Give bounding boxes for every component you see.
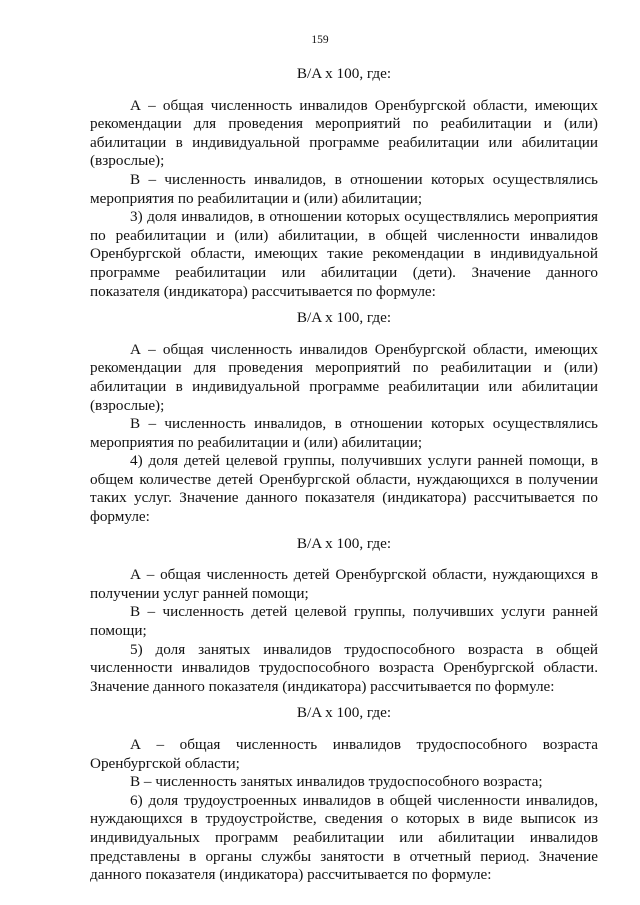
definition-a: А – общая численность инвалидов Оренбургской области, имеющих рекомендации для проведения мероприятий по реабилитации и (или) абилитации в индивидуальной программе реабилитации или абилитации (взрослые); (90, 96, 598, 170)
formula-section (90, 309, 598, 527)
formula-line: B/A x 100, где: (296, 65, 392, 82)
indicator-item-6: 6) доля трудоустроенных инвалидов в общей численности инвалидов, нуждающихся в трудоустройстве, сведения о которых в виде выписок из индивидуальных программ реабилитации или абилитации инвалидов представлены в органы службы занятости в отчетный период. Значение данного показателя (индикатора) рассчитывается по формуле: (90, 791, 598, 884)
formula-line: B/A x 100, где: (296, 704, 392, 722)
formula-section (90, 535, 598, 697)
definition-b: В – численность инвалидов, в отношении которых осуществлялись мероприятия по реабилитации и (или) абилитации; (90, 170, 598, 207)
indicator-item-4: 4) доля детей целевой группы, получивших услуги ранней помощи, в общем количестве детей Оренбургской области, нуждающихся в получении таких услуг. Значение данного показателя (индикатора) рассчитывается по формуле: (90, 452, 598, 526)
definition-b: В – численность занятых инвалидов трудоспособного возраста; (130, 773, 543, 791)
definition-a: А – общая численность детей Оренбургской области, нуждающихся в получении услуг ранней помощи; (90, 566, 598, 602)
page-number: 159 (311, 34, 329, 46)
indicator-item-3: 3) доля инвалидов, в отношении которых осуществлялись мероприятия по реабилитации и (или) абилитации, в общей численности инвалидов Оренбургской области, имеющих такие рекомендации в индивидуальной программе реабилитации или абилитации (дети). Значение данного показателя (индикатора) рассчитывается по формуле: (90, 208, 598, 300)
formula-section (90, 704, 598, 884)
formula-section (90, 65, 598, 301)
definition-b: В – численность инвалидов, в отношении которых осуществлялись мероприятия по реабилитации и (или) абилитации; (90, 415, 598, 451)
document-body (90, 57, 598, 885)
definition-a: А – общая численность инвалидов трудоспособного возраста Оренбургской области; (90, 736, 598, 772)
definition-a: А – общая численность инвалидов Оренбургской области, имеющих рекомендации для проведения мероприятий по реабилитации и (или) абилитации в индивидуальной программе реабилитации или абилитации (взрослые); (90, 340, 598, 414)
indicator-item-5: 5) доля занятых инвалидов трудоспособного возраста в общей численности инвалидов трудоспособного возраста Оренбургской области. Значение данного показателя (индикатора) рассчитывается по формуле: (90, 640, 598, 695)
definition-b: В – численность детей целевой группы, получивших услуги ранней помощи; (90, 603, 598, 640)
formula-line: B/A x 100, где: (296, 309, 392, 327)
formula-line: B/A x 100, где: (296, 534, 392, 552)
